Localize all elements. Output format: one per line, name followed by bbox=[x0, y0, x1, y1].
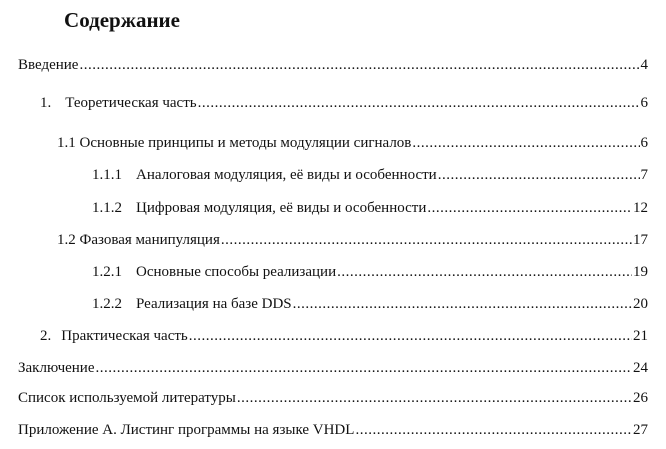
toc-entry-practical bbox=[40, 323, 648, 345]
toc-entry-text: Теоретическая часть bbox=[65, 95, 197, 111]
toc-entry-text: Заключение bbox=[18, 360, 95, 376]
toc-entry-number: 2. bbox=[40, 328, 52, 344]
toc-entry-text: Список используемой литературы bbox=[18, 390, 236, 406]
toc-page-number: 21 bbox=[633, 328, 648, 344]
dot-leader bbox=[221, 231, 632, 249]
toc-entry-text: Реализация на базе DDS bbox=[136, 296, 292, 312]
toc-entry-digital-modulation bbox=[92, 195, 648, 217]
toc-entry-number: 1.1.2 bbox=[92, 200, 122, 216]
toc-entry-analog-modulation bbox=[92, 162, 648, 184]
toc-page-number: 19 bbox=[633, 264, 648, 280]
toc-entry-introduction bbox=[18, 52, 648, 74]
dot-leader bbox=[79, 56, 639, 74]
toc-page-number: 6 bbox=[640, 95, 648, 111]
toc-entry-number: 1.2.2 bbox=[92, 296, 122, 312]
toc-entry-dds-implementation bbox=[92, 291, 648, 313]
dot-leader bbox=[355, 421, 632, 439]
dot-leader bbox=[438, 166, 640, 184]
toc-entry-appendix-a bbox=[18, 417, 648, 439]
dot-leader bbox=[337, 263, 632, 281]
toc-page-number: 24 bbox=[633, 360, 648, 376]
toc-heading: Содержание bbox=[64, 8, 180, 32]
toc-entry-text: Основные способы реализации bbox=[136, 264, 337, 280]
toc-entry-modulation-principles bbox=[57, 130, 648, 152]
dot-leader bbox=[198, 94, 640, 112]
toc-entry-conclusion bbox=[18, 355, 648, 377]
dot-leader bbox=[293, 295, 632, 313]
toc-entry-text: Введение bbox=[18, 57, 79, 73]
toc-entry-references bbox=[18, 385, 648, 407]
toc-entry-text: Приложение А. Листинг программы на языке VHDL bbox=[18, 422, 355, 438]
dot-leader bbox=[237, 389, 632, 407]
toc-entry-number: 1.1.1 bbox=[92, 167, 122, 183]
dot-leader bbox=[412, 134, 639, 152]
toc-entry-theory bbox=[40, 90, 648, 112]
toc-page-number: 4 bbox=[640, 57, 648, 73]
toc-entry-text: 1.1 Основные принципы и методы модуляции сигналов bbox=[57, 135, 412, 151]
toc-page-number: 20 bbox=[633, 296, 648, 312]
toc-entry-phase-keying bbox=[57, 227, 648, 249]
toc-entry-number: 1.2.1 bbox=[92, 264, 122, 280]
toc-entry-text: 1.2 Фазовая манипуляция bbox=[57, 232, 220, 248]
toc-entry-text: Цифровая модуляция, её виды и особенности bbox=[136, 200, 427, 216]
toc-page-number: 6 bbox=[640, 135, 648, 151]
toc-entry-text: Практическая часть bbox=[61, 328, 188, 344]
toc-entry-number: 1. bbox=[40, 95, 52, 111]
toc-entry-text: Аналоговая модуляция, её виды и особенности bbox=[136, 167, 437, 183]
dot-leader bbox=[427, 199, 632, 217]
dot-leader bbox=[189, 327, 632, 345]
toc-page-number: 17 bbox=[633, 232, 648, 248]
toc-page-number: 27 bbox=[633, 422, 648, 438]
toc-page-number: 26 bbox=[633, 390, 648, 406]
toc-entry-implementation-methods bbox=[92, 259, 648, 281]
dot-leader bbox=[96, 359, 633, 377]
toc-page-number: 7 bbox=[640, 167, 648, 183]
toc-page-number: 12 bbox=[633, 200, 648, 216]
